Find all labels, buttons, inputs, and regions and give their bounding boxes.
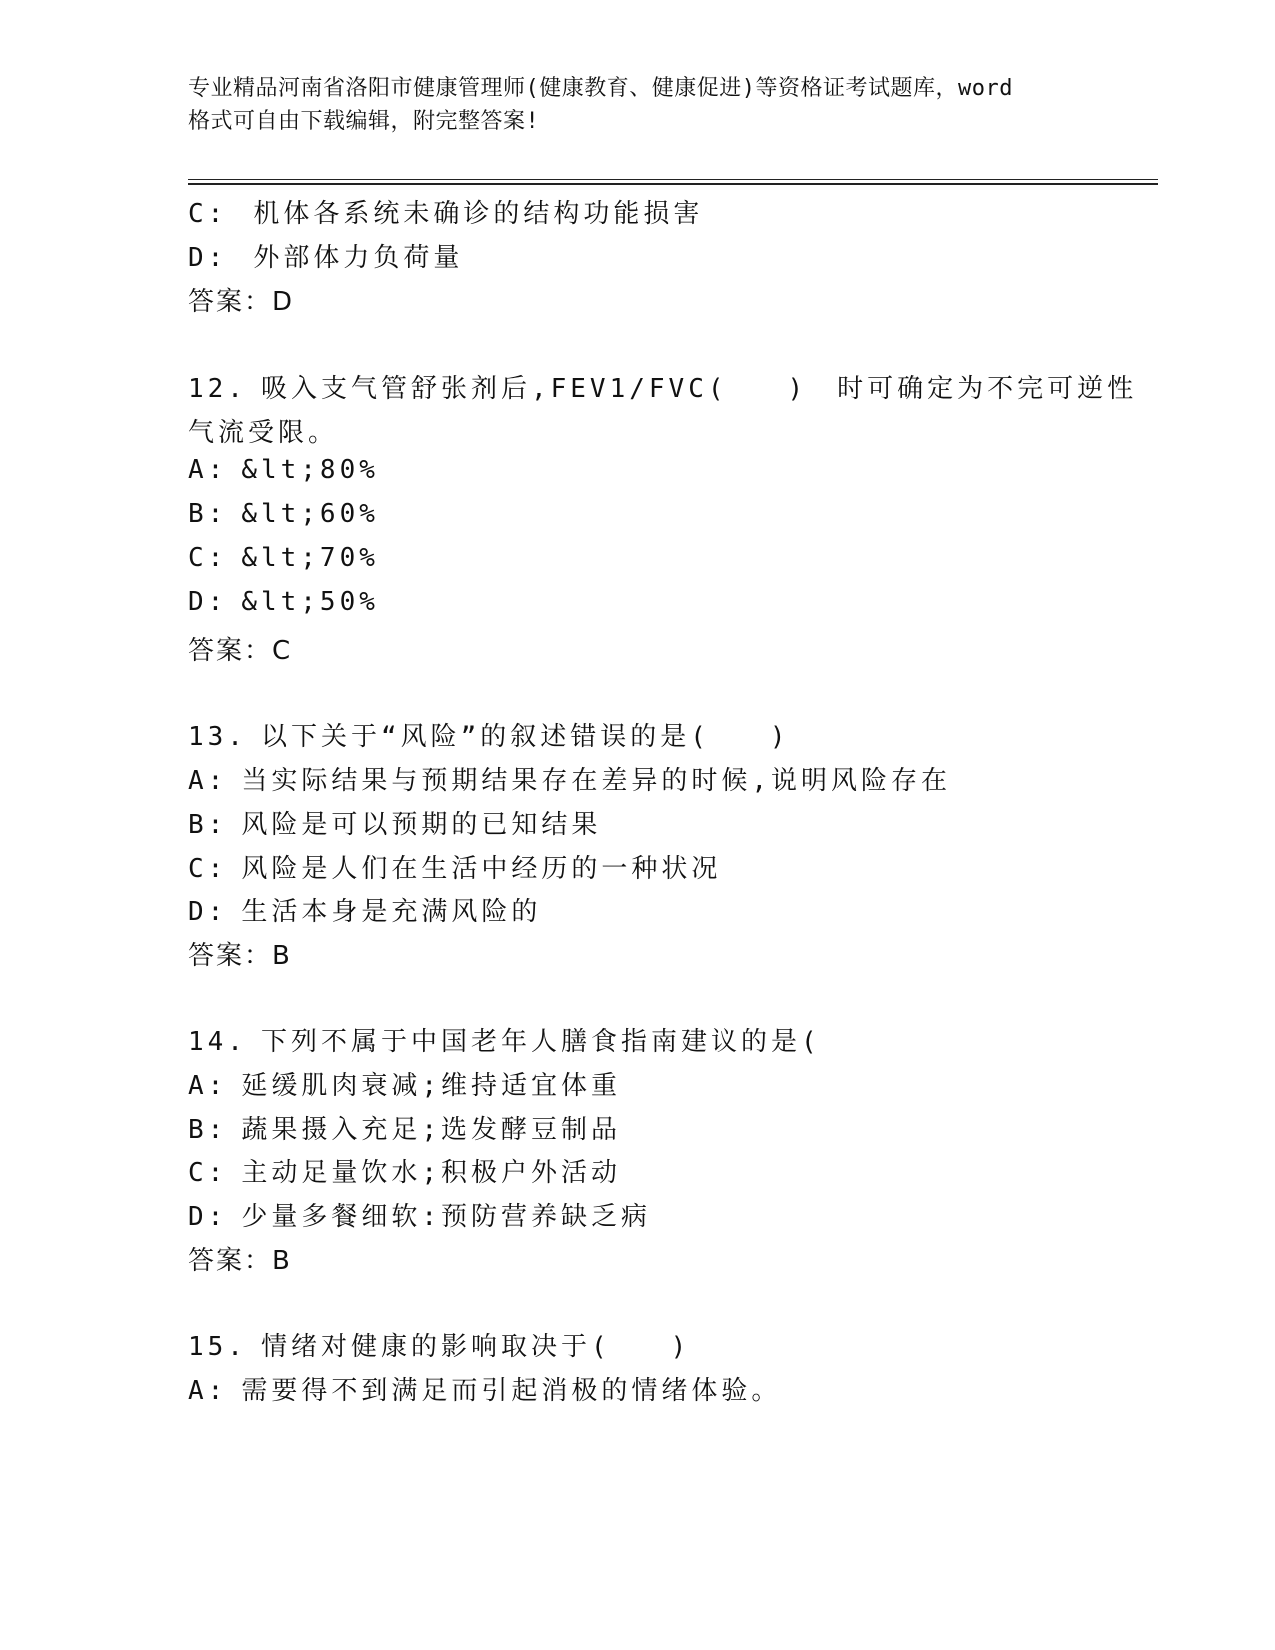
- option-text: 风险是人们在生活中经历的一种状况: [241, 854, 722, 884]
- option-text: &lt;70%: [241, 543, 379, 573]
- option-c: [188, 1152, 621, 1189]
- header-line-1: 专业精品河南省洛阳市健康管理师(健康教育、健康促进)等资格证考试题库，word: [188, 76, 1013, 101]
- option-text: &lt;50%: [241, 587, 379, 617]
- question-12-stem-cont: [188, 412, 338, 449]
- option-text: 少量多餐细软:预防营养缺乏病: [241, 1202, 651, 1232]
- option-label: C:: [188, 854, 228, 884]
- question-number: 15.: [188, 1332, 247, 1362]
- option-a: [188, 760, 951, 797]
- answer-line: [188, 630, 292, 667]
- option-b: [188, 804, 601, 841]
- option-text: 当实际结果与预期结果存在差异的时候,说明风险存在: [241, 766, 951, 796]
- question-14-stem: [188, 1021, 821, 1058]
- option-c: [188, 848, 721, 885]
- answer-label: 答案：: [188, 1246, 273, 1276]
- option-text: &lt;60%: [241, 499, 379, 529]
- header-rule-top: [188, 179, 1158, 180]
- option-label: C:: [188, 543, 228, 573]
- option-text: 外部体力负荷量: [253, 243, 464, 273]
- question-15-stem: [188, 1326, 690, 1363]
- option-label: C:: [188, 1158, 228, 1188]
- option-label: D:: [188, 1202, 228, 1232]
- question-number: 14.: [188, 1027, 247, 1057]
- question-number: 12.: [188, 374, 247, 404]
- option-label: C:: [188, 199, 228, 229]
- option-text: 生活本身是充满风险的: [241, 897, 542, 927]
- question-text: 以下关于“风险”的叙述错误的是( ): [260, 722, 790, 752]
- question-13-stem: [188, 716, 790, 753]
- option-text: 主动足量饮水;积极户外活动: [241, 1158, 621, 1188]
- option-label: D:: [188, 587, 228, 617]
- option-label: A:: [188, 455, 228, 485]
- option-a: [188, 1370, 781, 1407]
- option-a: [188, 1065, 621, 1102]
- option-text: 机体各系统未确诊的结构功能损害: [253, 199, 704, 229]
- option-text: 蔬果摄入充足;选发酵豆制品: [241, 1115, 621, 1145]
- answer-value: B: [272, 1246, 292, 1276]
- option-b: [188, 1109, 621, 1146]
- option-label: D:: [188, 243, 228, 273]
- question-text: 气流受限。: [188, 418, 339, 448]
- option-label: A:: [188, 766, 228, 796]
- option-text: 需要得不到满足而引起消极的情绪体验。: [241, 1376, 782, 1406]
- answer-value: D: [272, 287, 295, 317]
- answer-value: B: [272, 941, 292, 971]
- option-text: 风险是可以预期的已知结果: [241, 810, 602, 840]
- option-label: B:: [188, 810, 228, 840]
- answer-line: [188, 281, 294, 318]
- option-b: [188, 499, 379, 529]
- option-d: [188, 237, 463, 274]
- question-text: 下列不属于中国老年人膳食指南建议的是(: [260, 1027, 821, 1057]
- option-text: &lt;80%: [241, 455, 379, 485]
- answer-value: C: [272, 636, 293, 666]
- option-text: 延缓肌肉衰减;维持适宜体重: [241, 1071, 621, 1101]
- option-d: [188, 891, 541, 928]
- question-number: 13.: [188, 722, 247, 752]
- option-c: [188, 193, 703, 230]
- question-12-stem: [188, 368, 1137, 405]
- document-header: [188, 72, 1088, 138]
- option-label: A:: [188, 1071, 228, 1101]
- option-label: D:: [188, 897, 228, 927]
- option-label: B:: [188, 1115, 228, 1145]
- answer-line: [188, 1240, 292, 1277]
- option-d: [188, 1196, 651, 1233]
- question-text: 吸入支气管舒张剂后,FEV1/FVC( ) 时可确定为不完可逆性: [260, 374, 1138, 404]
- answer-line: [188, 935, 292, 972]
- option-d: [188, 587, 379, 617]
- option-c: [188, 543, 379, 573]
- answer-label: 答案：: [188, 287, 273, 317]
- option-label: B:: [188, 499, 228, 529]
- question-text: 情绪对健康的影响取决于( ): [260, 1332, 691, 1362]
- header-rule-bottom: [188, 183, 1158, 185]
- header-line-2: 格式可自由下载编辑，附完整答案!: [188, 109, 540, 134]
- option-label: A:: [188, 1376, 228, 1406]
- option-a: [188, 455, 379, 485]
- answer-label: 答案：: [188, 941, 273, 971]
- answer-label: 答案：: [188, 636, 273, 666]
